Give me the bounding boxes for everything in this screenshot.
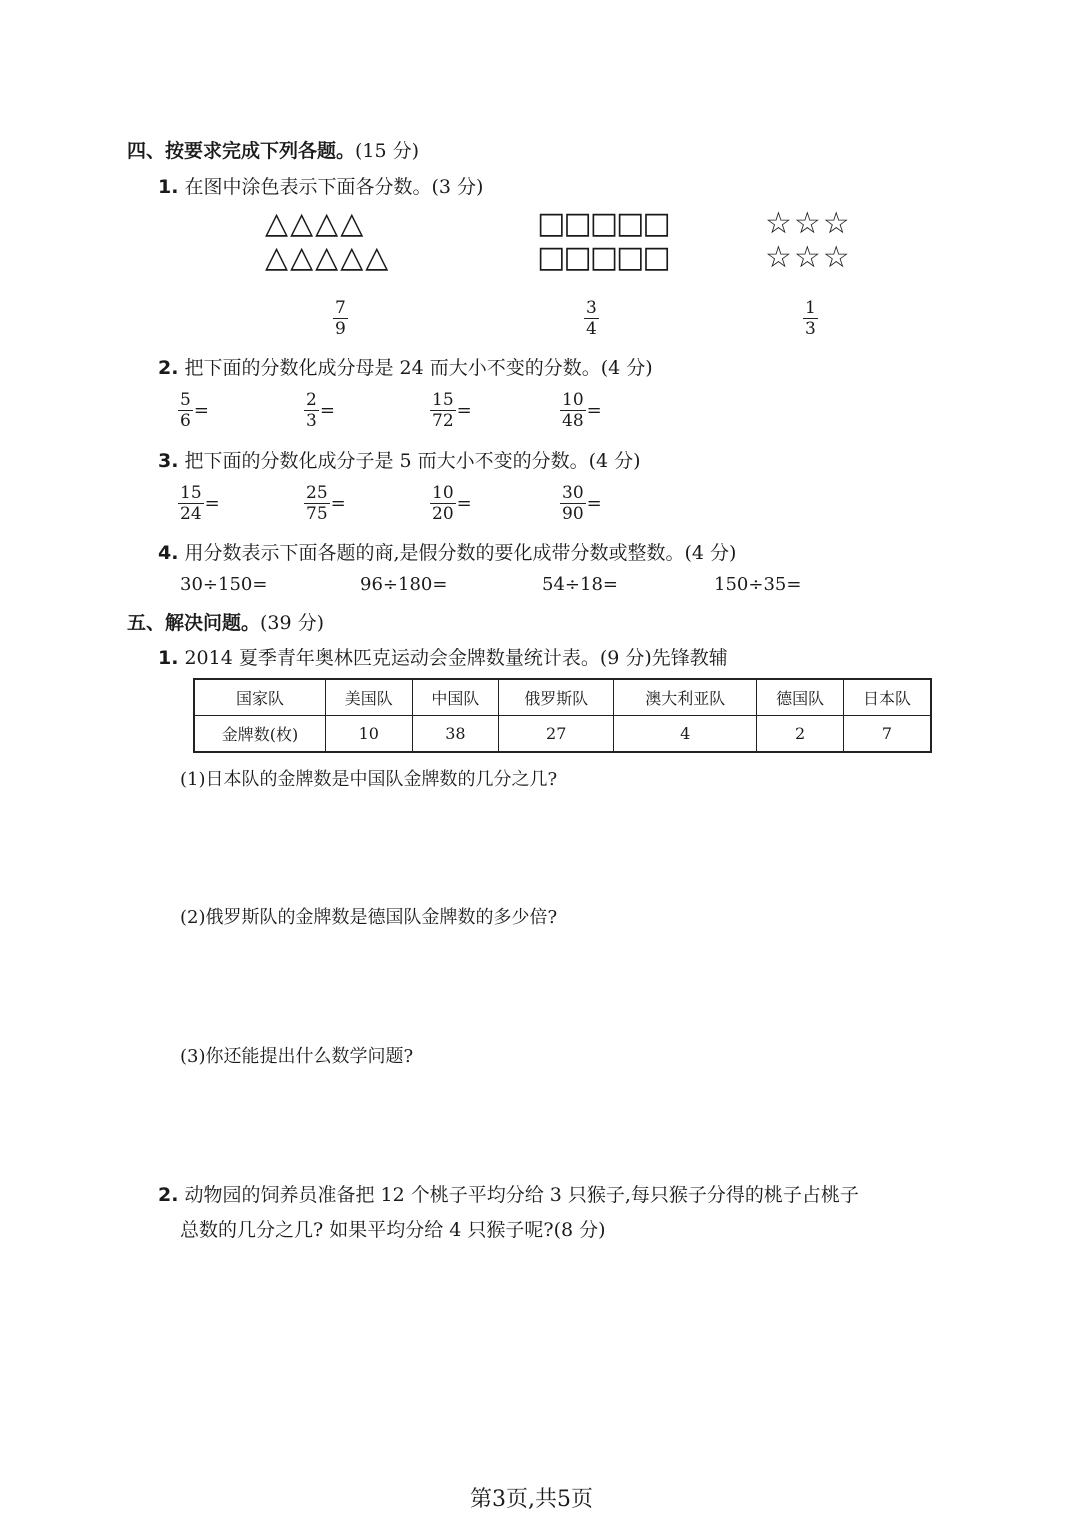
fraction-item (560, 390, 602, 431)
equals-sign: = (204, 493, 220, 514)
triangles-row-1: △△△△ (265, 206, 366, 241)
numerator: 7 (335, 298, 346, 318)
denominator: 3 (306, 411, 317, 431)
fraction-squares (584, 298, 599, 339)
denominator: 9 (335, 319, 346, 339)
equals-sign: = (586, 400, 602, 421)
denominator: 72 (432, 411, 454, 431)
medal-table (193, 678, 932, 753)
stars-row-2: ☆☆☆ (765, 240, 852, 275)
section-4-points: (15 分) (355, 140, 420, 162)
section-5-heading (127, 608, 324, 635)
question-number: 1. (158, 647, 179, 669)
question-number: 4. (158, 542, 179, 564)
numerator: 5 (180, 390, 191, 410)
fraction-item (178, 390, 209, 431)
question-number: 1. (158, 176, 179, 198)
numerator: 15 (180, 483, 202, 503)
fraction-item (560, 483, 602, 524)
division-expression: 150÷35= (714, 574, 802, 595)
equals-sign: = (330, 493, 346, 514)
stars-row-1: ☆☆☆ (765, 206, 852, 241)
question-4-2 (158, 353, 653, 380)
numerator: 25 (306, 483, 328, 503)
equals-sign: = (456, 400, 472, 421)
numerator: 10 (432, 483, 454, 503)
table-cell: 金牌数(枚) (194, 716, 326, 753)
question-text-line-2: 总数的几分之几? 如果平均分给 4 只猴子呢?(8 分) (180, 1219, 606, 1241)
question-number: 3. (158, 450, 179, 472)
fraction-item (304, 390, 335, 431)
numerator: 2 (306, 390, 317, 410)
division-expression: 54÷18= (542, 574, 618, 595)
fraction-item (430, 390, 472, 431)
denominator: 20 (432, 504, 454, 524)
table-cell: 10 (326, 716, 413, 753)
fraction-item (178, 483, 220, 524)
question-5-2 (158, 1180, 859, 1207)
table-cell: 2 (757, 716, 844, 753)
table-row (194, 716, 931, 753)
denominator: 3 (805, 319, 816, 339)
question-4-1 (158, 172, 483, 199)
section-5-points: (39 分) (260, 612, 325, 634)
sub-question-2: (2)俄罗斯队的金牌数是德国队金牌数的多少倍? (180, 907, 558, 928)
table-cell: 4 (614, 716, 757, 753)
table-cell: 7 (843, 716, 931, 753)
denominator: 4 (586, 319, 597, 339)
question-4-3 (158, 446, 641, 473)
division-expression: 30÷150= (180, 574, 268, 595)
triangles-row-2: △△△△△ (265, 240, 391, 275)
table-cell: 27 (499, 716, 614, 753)
numerator: 3 (586, 298, 597, 318)
question-number: 2. (158, 357, 179, 379)
question-4-4 (158, 538, 736, 565)
division-expression: 96÷180= (360, 574, 448, 595)
table-cell: 日本队 (843, 679, 931, 716)
question-number: 2. (158, 1184, 179, 1206)
equals-sign: = (319, 400, 335, 421)
equals-sign: = (193, 400, 209, 421)
question-text: 用分数表示下面各题的商,是假分数的要化成带分数或整数。(4 分) (184, 542, 737, 564)
table-cell: 美国队 (326, 679, 413, 716)
question-text: 把下面的分数化成分子是 5 而大小不变的分数。(4 分) (184, 450, 641, 472)
section-4-title: 四、按要求完成下列各题。 (127, 140, 356, 162)
equals-sign: = (456, 493, 472, 514)
section-5-title: 五、解决问题。 (127, 612, 261, 634)
table-cell: 38 (412, 716, 499, 753)
numerator: 10 (562, 390, 584, 410)
question-text: 在图中涂色表示下面各分数。(3 分) (184, 176, 484, 198)
table-cell: 澳大利亚队 (614, 679, 757, 716)
question-text: 把下面的分数化成分母是 24 而大小不变的分数。(4 分) (184, 357, 653, 379)
question-text-line-1: 动物园的饲养员准备把 12 个桃子平均分给 3 只猴子,每只猴子分得的桃子占桃子 (184, 1184, 859, 1206)
sub-question-3: (3)你还能提出什么数学问题? (180, 1046, 414, 1067)
fraction-item (304, 483, 346, 524)
fraction-item (430, 483, 472, 524)
denominator: 90 (562, 504, 584, 524)
numerator: 1 (805, 298, 816, 318)
squares-row-2: □□□□□ (537, 240, 669, 275)
squares-row-1: □□□□□ (537, 206, 669, 241)
table-cell: 中国队 (412, 679, 499, 716)
question-text: 2014 夏季青年奥林匹克运动会金牌数量统计表。(9 分)先锋教辅 (184, 647, 728, 669)
denominator: 48 (562, 411, 584, 431)
question-5-1 (158, 643, 728, 670)
numerator: 15 (432, 390, 454, 410)
sub-question-1: (1)日本队的金牌数是中国队金牌数的几分之几? (180, 769, 558, 790)
table-cell: 国家队 (194, 679, 326, 716)
denominator: 75 (306, 504, 328, 524)
numerator: 30 (562, 483, 584, 503)
fraction-stars (803, 298, 818, 339)
table-header-row (194, 679, 931, 716)
denominator: 24 (180, 504, 202, 524)
section-4-heading (127, 136, 419, 163)
denominator: 6 (180, 411, 191, 431)
table-cell: 俄罗斯队 (499, 679, 614, 716)
fraction-triangles (333, 298, 348, 339)
page-number-footer: 第3页,共5页 (470, 1487, 593, 1512)
equals-sign: = (586, 493, 602, 514)
table-cell: 德国队 (757, 679, 844, 716)
